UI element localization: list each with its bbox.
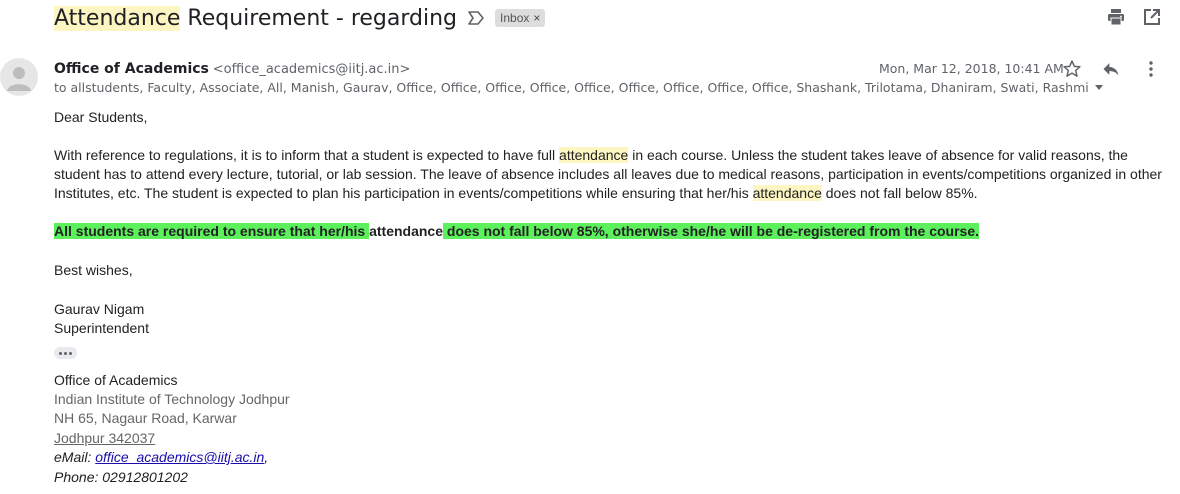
- sender-avatar[interactable]: [0, 58, 38, 96]
- signature-address-2[interactable]: Jodhpur 342037: [54, 430, 156, 446]
- signature-org: Office of Academics: [54, 372, 178, 388]
- p1-highlight-1: attendance: [559, 147, 629, 163]
- subject-highlight: Attendance: [54, 5, 181, 31]
- p1-part-a: With reference to regulations, it is to inform that a student is expected to have full: [54, 147, 560, 163]
- signature-email-link[interactable]: office_academics@iitj.ac.in: [95, 449, 265, 465]
- message-date: Mon, Mar 12, 2018, 10:41 AM: [879, 61, 1064, 76]
- signature-address-1: NH 65, Nagaur Road, Karwar: [54, 410, 237, 426]
- open-in-new-window-icon[interactable]: [1142, 7, 1162, 27]
- p1-part-c: does not fall below 85%.: [821, 185, 978, 201]
- email-subject: [54, 3, 545, 33]
- sender-info: [54, 60, 410, 77]
- subject-text: Requirement - regarding: [180, 5, 458, 31]
- signer-name: Gaurav Nigam: [54, 301, 145, 317]
- p1-part-b: in each course. Unless the student takes leave of absence for valid reasons, the student has to attend every lecture, tutorial, or lab session. The leave of absence includes all leaves due to medical reasons, participation in events/competitions organized in other Institutes, etc. The student is expected to plan his participation in events/competitions while ensuring that her/his: [54, 147, 1162, 201]
- p1-highlight-2: attendance: [752, 185, 822, 201]
- label-important-icon[interactable]: [467, 10, 485, 26]
- remove-label-icon[interactable]: ×: [533, 11, 541, 25]
- email-label: eMail:: [54, 449, 96, 465]
- notice-part-a: All students are required to ensure that her/his: [54, 223, 370, 239]
- show-trimmed-content-button[interactable]: [54, 347, 77, 359]
- signature-phone: Phone: 02912801202: [54, 469, 188, 485]
- show-details-icon[interactable]: [1095, 85, 1103, 90]
- reply-icon[interactable]: [1101, 59, 1121, 79]
- greeting: Dear Students,: [54, 109, 148, 125]
- more-vert-icon[interactable]: [1141, 59, 1161, 79]
- sender-email: <office_academics@iitj.ac.in>: [212, 62, 411, 77]
- important-notice: [54, 222, 979, 241]
- print-icon[interactable]: [1106, 7, 1126, 27]
- sender-name[interactable]: Office of Academics: [54, 61, 209, 77]
- notice-part-b: does not fall below 85%, otherwise she/he will be de-registered from the course.: [443, 223, 980, 239]
- signer-title: Superintendent: [54, 320, 149, 336]
- signature-email-line: [54, 448, 268, 467]
- recipients-text: to allstudents, Faculty, Associate, All, Manish, Gaurav, Office, Office, Office, Office, Office, Office, Office, Office, Office, Shashank, Trilotama, Dhaniram, Swati, Rashmi: [54, 80, 1089, 95]
- inbox-label-chip[interactable]: [495, 9, 545, 27]
- closing: Best wishes,: [54, 262, 133, 278]
- email-suffix: ,: [264, 449, 269, 465]
- body-paragraph: [54, 146, 1164, 203]
- signature-institute: Indian Institute of Technology Jodhpur: [54, 391, 290, 407]
- inbox-label-text: Inbox: [500, 11, 530, 25]
- notice-word: attendance: [369, 223, 443, 239]
- star-icon[interactable]: [1062, 59, 1082, 79]
- recipients-line: [54, 80, 1103, 95]
